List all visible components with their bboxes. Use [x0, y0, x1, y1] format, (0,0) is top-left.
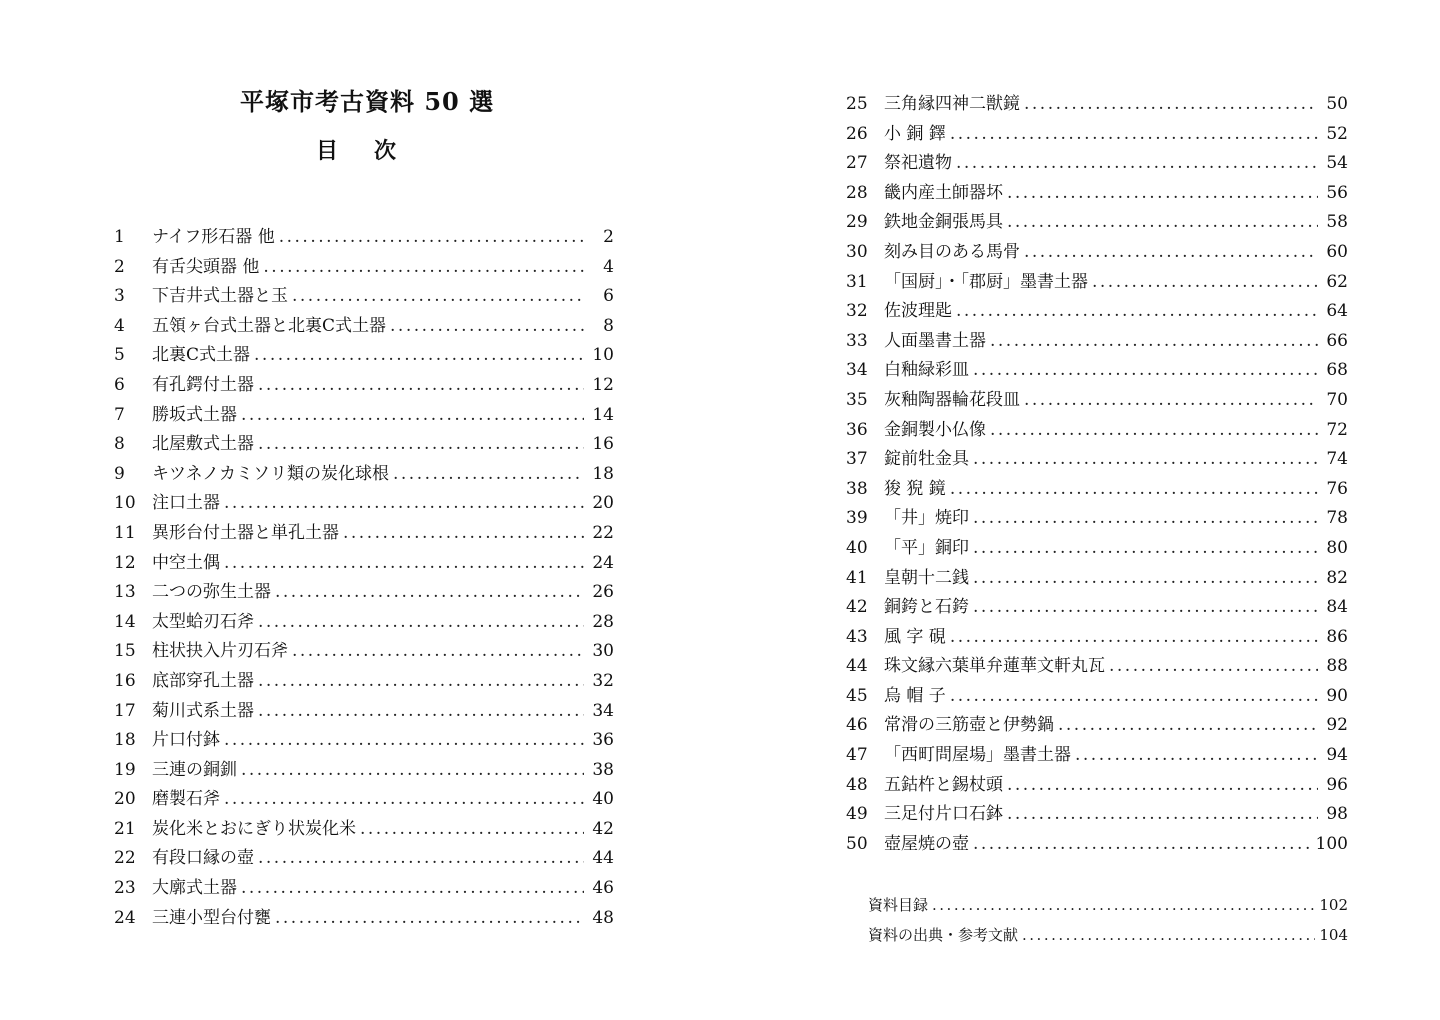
dot-leader: [973, 593, 1318, 623]
entry-title: 片口付鉢: [152, 730, 220, 751]
toc-entry: [846, 386, 1348, 416]
entry-page-number: 8: [603, 315, 614, 336]
entry-number: 47: [846, 745, 868, 766]
entry-number: 38: [846, 478, 868, 499]
entry-title: 銅銙と石銙: [884, 597, 969, 618]
entry-title: 皇朝十二銭: [884, 567, 969, 588]
entry-number: 6: [114, 374, 125, 395]
entry-page-number: 76: [1326, 478, 1348, 499]
entry-title: 「国厨」・「郡厨」墨書土器: [884, 271, 1088, 292]
dot-leader: [950, 475, 1318, 505]
dot-leader: [241, 756, 584, 786]
entry-title: 磨製石斧: [152, 789, 220, 810]
dot-leader: [224, 549, 584, 579]
entry-number: 49: [846, 804, 868, 825]
dot-leader: [258, 608, 584, 638]
entry-page-number: 20: [592, 493, 614, 514]
entry-number: 17: [114, 700, 136, 721]
entry-page-number: 54: [1326, 153, 1348, 174]
dot-leader: [1024, 386, 1318, 416]
entry-title: 柱状抉入片刃石斧: [152, 641, 288, 662]
dot-leader: [1024, 238, 1318, 268]
entry-page-number: 100: [1315, 833, 1348, 854]
toc-entry: [114, 282, 614, 312]
entry-number: 16: [114, 670, 136, 691]
entry-number: 44: [846, 656, 868, 677]
entry-page-number: 70: [1326, 389, 1348, 410]
dot-leader: [241, 874, 584, 904]
toc-entry: [846, 711, 1348, 741]
entry-number: 3: [114, 286, 125, 307]
dot-leader: [973, 356, 1318, 386]
toc-entry: [846, 416, 1348, 446]
dot-leader: [263, 253, 584, 283]
entry-title: 北屋敷式土器: [152, 434, 254, 455]
entry-title: 有舌尖頭器 他: [152, 256, 260, 277]
right-page: [720, 0, 1440, 1020]
dot-leader: [990, 327, 1318, 357]
entry-title: 灰釉陶器輪花段皿: [884, 389, 1020, 410]
contents-heading: 目次: [316, 138, 433, 164]
entry-number: 2: [114, 256, 125, 277]
toc-entry: [114, 608, 614, 638]
entry-page-number: 60: [1326, 241, 1348, 262]
dot-leader: [1075, 741, 1318, 771]
entry-title: 有孔鍔付土器: [152, 374, 254, 395]
entry-title: 底部穿孔土器: [152, 670, 254, 691]
entry-page-number: 62: [1326, 271, 1348, 292]
entry-title: 三連の銅釧: [152, 759, 237, 780]
dot-leader: [956, 149, 1318, 179]
toc-entry: [114, 815, 614, 845]
entry-number: 5: [114, 345, 125, 366]
entry-title: 佐波理匙: [884, 301, 952, 322]
dot-leader: [360, 815, 584, 845]
dot-leader: [258, 697, 584, 727]
dot-leader: [275, 578, 584, 608]
dot-leader: [973, 504, 1318, 534]
entry-page-number: 52: [1326, 123, 1348, 144]
entry-page-number: 36: [592, 730, 614, 751]
entry-page-number: 102: [1319, 896, 1348, 914]
entry-number: 42: [846, 597, 868, 618]
entry-page-number: 94: [1326, 745, 1348, 766]
entry-page-number: 72: [1326, 419, 1348, 440]
dot-leader: [1022, 920, 1315, 950]
entry-page-number: 74: [1326, 449, 1348, 470]
entry-page-number: 50: [1326, 94, 1348, 114]
toc-entry: [846, 297, 1348, 327]
toc-entry: [846, 268, 1348, 298]
toc-entry: [114, 312, 614, 342]
entry-title: 鉄地金銅張馬具: [884, 212, 1003, 233]
dot-leader: [254, 341, 584, 371]
toc-entry: [114, 223, 614, 253]
entry-title: 異形台付土器と単孔土器: [152, 522, 339, 543]
document-title: 平塚市考古資料 50 選: [240, 87, 495, 116]
entry-number: 19: [114, 759, 136, 780]
toc-entry: [846, 475, 1348, 505]
entry-title: 「平」銅印: [884, 537, 969, 558]
dot-leader: [973, 564, 1318, 594]
dot-leader: [292, 637, 584, 667]
dot-leader: [258, 667, 584, 697]
entry-title: 風 字 硯: [884, 626, 946, 647]
entry-page-number: 12: [592, 374, 614, 395]
entry-number: 43: [846, 626, 868, 647]
entry-page-number: 18: [592, 463, 614, 484]
entry-page-number: 24: [592, 552, 614, 573]
entry-page-number: 16: [592, 434, 614, 455]
entry-page-number: 28: [592, 611, 614, 632]
entry-title: 中空土偶: [152, 552, 220, 573]
toc-entry: [846, 356, 1348, 386]
entry-page-number: 14: [592, 404, 614, 425]
entry-number: 32: [846, 301, 868, 322]
entry-page-number: 78: [1326, 508, 1348, 529]
entry-title: 炭化米とおにぎり状炭化米: [152, 818, 356, 839]
dot-leader: [1058, 711, 1318, 741]
dot-leader: [956, 297, 1318, 327]
toc-list-left: [114, 223, 614, 933]
entry-page-number: 68: [1326, 360, 1348, 381]
entry-page-number: 38: [592, 759, 614, 780]
toc-entry: [846, 652, 1348, 682]
entry-title: 三足付片口石鉢: [884, 804, 1003, 825]
toc-entry: [114, 785, 614, 815]
entry-title: 三連小型台付甕: [152, 907, 271, 928]
toc-entry: [846, 534, 1348, 564]
entry-title: 刻み目のある馬骨: [884, 241, 1020, 262]
entry-title: 壺屋焼の壺: [884, 833, 969, 854]
entry-number: 31: [846, 271, 868, 292]
entry-page-number: 40: [592, 789, 614, 810]
dot-leader: [343, 519, 584, 549]
entry-page-number: 32: [592, 670, 614, 691]
entry-title: 二つの弥生土器: [152, 582, 271, 603]
entry-title: 勝坂式土器: [152, 404, 237, 425]
entry-page-number: 48: [592, 907, 614, 928]
entry-page-number: 98: [1326, 804, 1348, 825]
entry-number: 7: [114, 404, 125, 425]
entry-number: 20: [114, 789, 136, 810]
dot-leader: [390, 312, 584, 342]
entry-page-number: 82: [1326, 567, 1348, 588]
entry-number: 33: [846, 330, 868, 351]
entry-page-number: 30: [592, 641, 614, 662]
entry-page-number: 104: [1319, 926, 1348, 944]
dot-leader: [950, 682, 1318, 712]
toc-entry: [846, 593, 1348, 623]
entry-title: 小 銅 鐸: [884, 123, 946, 144]
entry-number: 4: [114, 315, 125, 336]
entry-title: 錠前牡金具: [884, 449, 969, 470]
entry-page-number: 84: [1326, 597, 1348, 618]
entry-number: 21: [114, 818, 136, 839]
entry-number: 45: [846, 685, 868, 706]
entry-title: 五領ヶ台式土器と北裏C式土器: [152, 315, 387, 336]
entry-page-number: 34: [592, 700, 614, 721]
entry-number: 14: [114, 611, 136, 632]
dot-leader: [950, 120, 1318, 150]
toc-entry: [846, 830, 1348, 860]
entry-number: 41: [846, 567, 868, 588]
entry-page-number: 44: [592, 848, 614, 869]
entry-page-number: 66: [1326, 330, 1348, 351]
toc-entry: [846, 771, 1348, 801]
toc-entry: [846, 149, 1348, 179]
entry-page-number: 4: [603, 256, 614, 277]
toc-entry: [114, 460, 614, 490]
dot-leader: [279, 223, 584, 253]
toc-entry: [114, 519, 614, 549]
entry-page-number: 92: [1326, 715, 1348, 736]
entry-number: 35: [846, 389, 868, 410]
dot-leader: [258, 430, 584, 460]
dot-leader: [1007, 800, 1318, 830]
dot-leader: [973, 830, 1312, 860]
entry-page-number: 88: [1326, 656, 1348, 677]
entry-title: 五鈷杵と錫杖頭: [884, 774, 1003, 795]
entry-title: 有段口縁の壺: [152, 848, 254, 869]
toc-entry: [868, 920, 1348, 950]
entry-number: 29: [846, 212, 868, 233]
dot-leader: [241, 401, 584, 431]
entry-title: ナイフ形石器 他: [152, 227, 275, 247]
entry-title: 菊川式系土器: [152, 700, 254, 721]
entry-title: 「西町問屋場」墨書土器: [884, 745, 1071, 766]
entry-title: 常滑の三筋壺と伊勢鍋: [884, 715, 1054, 736]
entry-number: 40: [846, 537, 868, 558]
entry-title: 三角縁四神二獣鏡: [884, 94, 1020, 114]
entry-number: 11: [114, 522, 136, 543]
entry-number: 27: [846, 153, 868, 174]
entry-title: 資料目録: [868, 896, 929, 914]
toc-entry: [114, 489, 614, 519]
entry-title: 白釉緑彩皿: [884, 360, 969, 381]
entry-page-number: 80: [1326, 537, 1348, 558]
dot-leader: [224, 489, 584, 519]
dot-leader: [1007, 771, 1318, 801]
toc-entry: [114, 253, 614, 283]
toc-entry: [846, 623, 1348, 653]
dot-leader: [1024, 90, 1318, 120]
toc-entry: [114, 401, 614, 431]
entry-number: 1: [114, 227, 125, 247]
dot-leader: [258, 371, 584, 401]
entry-number: 48: [846, 774, 868, 795]
entry-number: 30: [846, 241, 868, 262]
entry-title: 烏 帽 子: [884, 685, 946, 706]
toc-entry: [868, 890, 1348, 920]
entry-title: 金銅製小仏像: [884, 419, 986, 440]
toc-entry: [846, 800, 1348, 830]
dot-leader: [1109, 652, 1318, 682]
entry-title: 大廓式土器: [152, 878, 237, 899]
toc-entry: [114, 371, 614, 401]
dot-leader: [275, 904, 584, 934]
toc-entry: [846, 179, 1348, 209]
entry-number: 50: [846, 833, 868, 854]
entry-title: 人面墨書土器: [884, 330, 986, 351]
entry-page-number: 46: [592, 878, 614, 899]
dot-leader: [1092, 268, 1318, 298]
entry-page-number: 42: [592, 818, 614, 839]
entry-page-number: 2: [603, 227, 614, 247]
toc-entry: [114, 874, 614, 904]
toc-entry: [846, 682, 1348, 712]
entry-title: 珠文縁六葉単弁蓮華文軒丸瓦: [884, 656, 1105, 677]
toc-entry: [846, 504, 1348, 534]
entry-title: 注口土器: [152, 493, 220, 514]
entry-number: 25: [846, 94, 868, 114]
entry-page-number: 6: [603, 286, 614, 307]
entry-title: 祭祀遺物: [884, 153, 952, 174]
entry-title: 下吉井式土器と玉: [152, 286, 288, 307]
entry-number: 26: [846, 123, 868, 144]
entry-number: 8: [114, 434, 125, 455]
toc-entry: [114, 756, 614, 786]
toc-entry: [114, 667, 614, 697]
entry-page-number: 96: [1326, 774, 1348, 795]
dot-leader: [973, 445, 1318, 475]
toc-entry: [114, 430, 614, 460]
entry-title: 「井」焼印: [884, 508, 969, 529]
entry-number: 24: [114, 907, 136, 928]
dot-leader: [258, 844, 584, 874]
toc-entry: [114, 341, 614, 371]
toc-entry: [846, 90, 1348, 120]
entry-title: 北裏C式土器: [152, 345, 251, 366]
toc-entry: [114, 637, 614, 667]
dot-leader: [1007, 179, 1318, 209]
entry-number: 37: [846, 449, 868, 470]
toc-entry: [846, 741, 1348, 771]
toc-entry: [114, 904, 614, 934]
toc-entry: [114, 578, 614, 608]
toc-entry: [846, 327, 1348, 357]
entry-number: 18: [114, 730, 136, 751]
entry-page-number: 64: [1326, 301, 1348, 322]
entry-number: 9: [114, 463, 125, 484]
entry-page-number: 56: [1326, 182, 1348, 203]
entry-number: 36: [846, 419, 868, 440]
entry-page-number: 22: [592, 522, 614, 543]
entry-number: 34: [846, 360, 868, 381]
entry-number: 22: [114, 848, 136, 869]
toc-entry: [114, 726, 614, 756]
entry-number: 23: [114, 878, 136, 899]
entry-number: 10: [114, 493, 136, 514]
entry-number: 28: [846, 182, 868, 203]
entry-number: 13: [114, 582, 136, 603]
entry-title: 資料の出典・参考文献: [868, 926, 1019, 944]
entry-title: キツネノカミソリ類の炭化球根: [152, 463, 389, 484]
entry-number: 39: [846, 508, 868, 529]
entry-number: 15: [114, 641, 136, 662]
entry-title: 狻 猊 鏡: [884, 478, 946, 499]
entry-page-number: 90: [1326, 685, 1348, 706]
toc-list-right: [846, 90, 1348, 859]
dot-leader: [973, 534, 1318, 564]
toc-entry: [114, 697, 614, 727]
dot-leader: [292, 282, 584, 312]
entry-title: 太型蛤刃石斧: [152, 611, 254, 632]
toc-entry: [114, 844, 614, 874]
dot-leader: [1007, 208, 1318, 238]
appendix-list: [868, 890, 1348, 950]
dot-leader: [990, 416, 1318, 446]
toc-entry: [846, 120, 1348, 150]
dot-leader: [224, 726, 584, 756]
entry-page-number: 58: [1326, 212, 1348, 233]
toc-entry: [846, 238, 1348, 268]
entry-page-number: 26: [592, 582, 614, 603]
entry-title: 畿内産土師器坏: [884, 182, 1003, 203]
entry-number: 46: [846, 715, 868, 736]
entry-number: 12: [114, 552, 136, 573]
toc-entry: [114, 549, 614, 579]
entry-page-number: 10: [592, 345, 614, 366]
dot-leader: [932, 890, 1315, 920]
toc-entry: [846, 564, 1348, 594]
entry-page-number: 86: [1326, 626, 1348, 647]
toc-entry: [846, 445, 1348, 475]
dot-leader: [393, 460, 584, 490]
toc-entry: [846, 208, 1348, 238]
dot-leader: [224, 785, 584, 815]
dot-leader: [950, 623, 1318, 653]
